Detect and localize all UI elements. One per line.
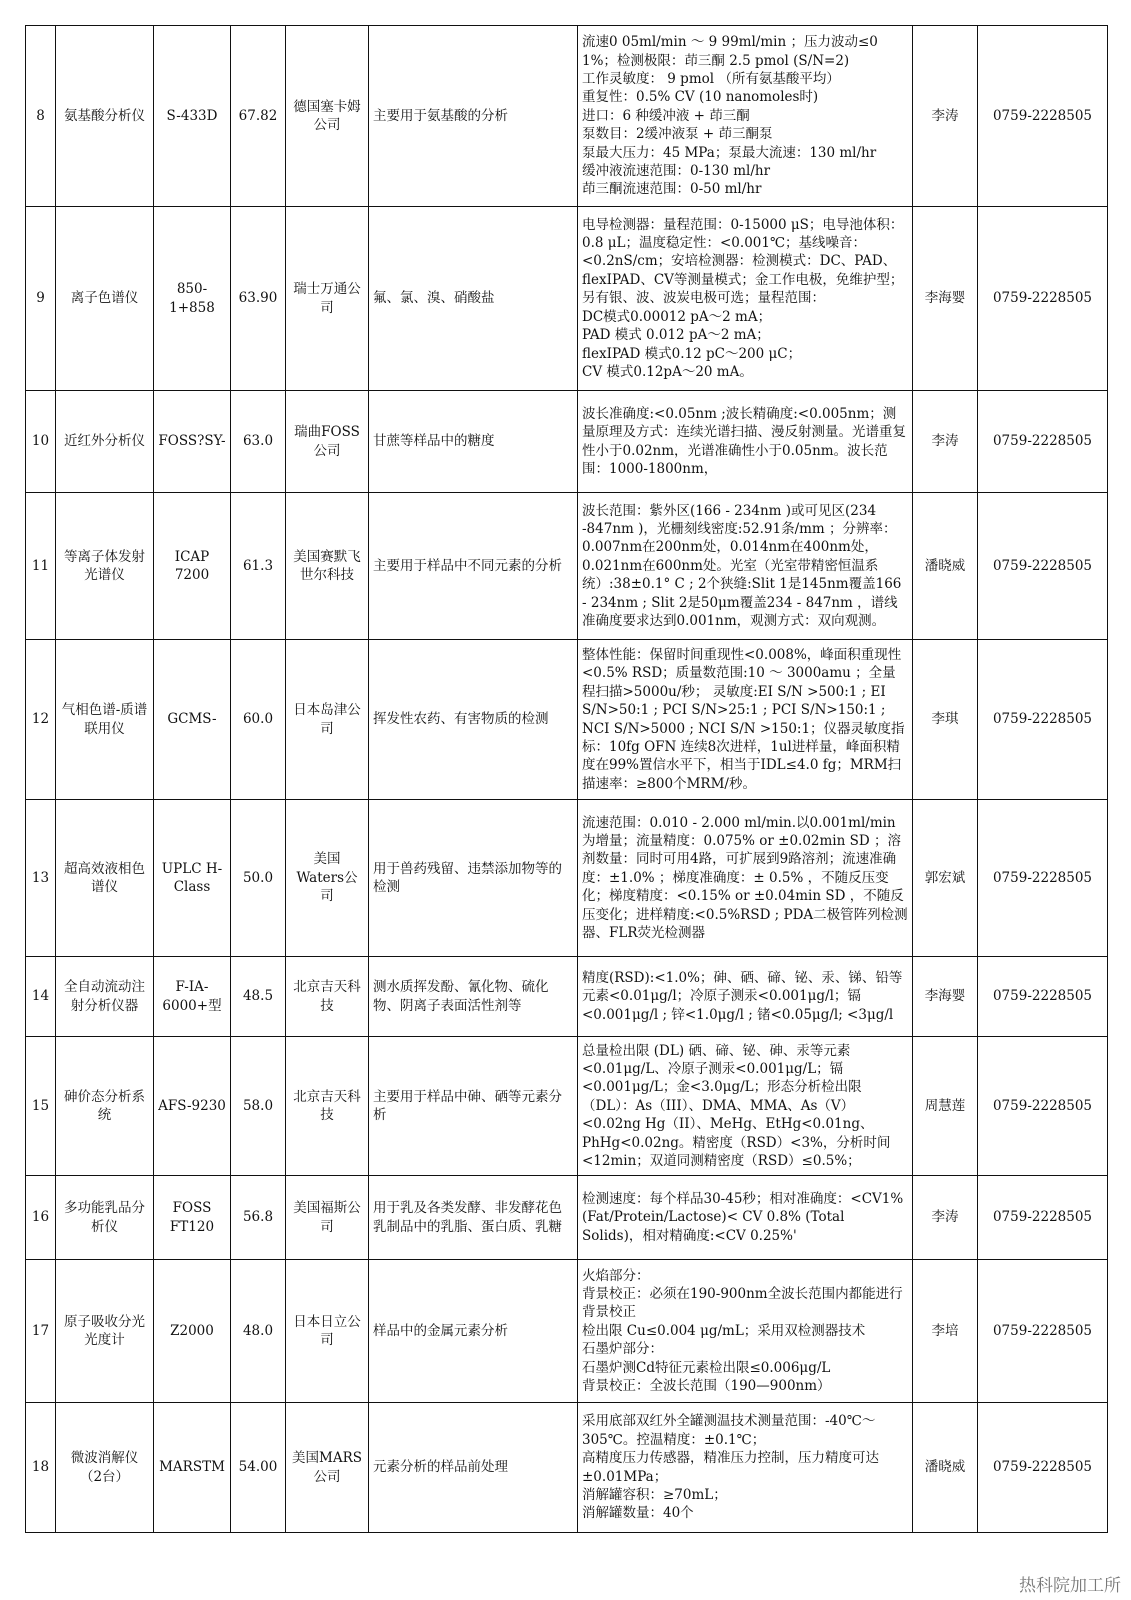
instrument-name: 超高效液相色谱仪	[56, 800, 154, 957]
specifications: 火焰部分： 背景校正：必须在190-900nm全波长范围内都能进行背景校正 检出限 Cu≤0.004 μg/mL；采用双检测器技术 石墨炉部分： 石墨炉测Cd特征元素检出限≤0.006μg/L 背景校正：全波长范围（190—900nm）	[578, 1260, 913, 1403]
specifications: 采用底部双红外全罐测温技术测量范围：-40℃～305℃。控温精度：±0.1℃； 高精度压力传感器，精准压力控制，压力精度可达±0.01MPa； 消解罐容积：≥70mL； 消解罐数量：40个	[578, 1403, 913, 1533]
table-row	[26, 1176, 1108, 1260]
contact-person: 李琪	[913, 640, 978, 800]
contact-person: 李涛	[913, 26, 978, 207]
contact-person: 郭宏斌	[913, 800, 978, 957]
row-number: 11	[26, 493, 56, 640]
model-number: FOSS?SY-	[154, 391, 231, 493]
phone-number: 0759-2228505	[978, 957, 1108, 1037]
usage-description: 用于兽药残留、违禁添加物等的检测	[369, 800, 578, 957]
manufacturer: 北京吉天科技	[286, 957, 369, 1037]
specifications: 整体性能：保留时间重现性<0.008%，峰面积重现性<0.5% RSD；质量数范围:10 ～ 3000amu ；全量程扫描>5000u/秒； 灵敏度:EI S/N >500:1 ; EI S/N>50:1 ; PCI S/N>25:1 ; PCI S/N>150:1 ; NCI S/N>5000 ; NCI S/N >150:1；仪器灵敏度指标：10fg OFN 连续8次进样，1ul进样量，峰面积精度在99%置信水平下，相当于IDL≤4.0 fg；MRM扫描速率：≥800个MRM/秒。	[578, 640, 913, 800]
row-number: 14	[26, 957, 56, 1037]
instrument-name: 多功能乳品分析仪	[56, 1176, 154, 1260]
table-row	[26, 640, 1108, 800]
price-value: 48.0	[231, 1260, 286, 1403]
model-number: ICAP 7200	[154, 493, 231, 640]
price-value: 50.0	[231, 800, 286, 957]
price-value: 67.82	[231, 26, 286, 207]
manufacturer: 北京吉天科技	[286, 1037, 369, 1176]
table-row	[26, 493, 1108, 640]
row-number: 16	[26, 1176, 56, 1260]
usage-description: 主要用于样品中砷、硒等元素分析	[369, 1037, 578, 1176]
model-number: S-433D	[154, 26, 231, 207]
row-number: 13	[26, 800, 56, 957]
instrument-name: 近红外分析仪	[56, 391, 154, 493]
model-number: FOSS FT120	[154, 1176, 231, 1260]
model-number: 850-1+858	[154, 207, 231, 391]
specifications: 波长准确度:<0.05nm ;波长精确度:<0.005nm；测量原理及方式：连续光谱扫描、漫反射测量。光谱重复性小于0.02nm，光谱准确性小于0.05nm。波长范围：1000-1800nm，	[578, 391, 913, 493]
usage-description: 测水质挥发酚、氰化物、硫化物、阴离子表面活性剂等	[369, 957, 578, 1037]
contact-person: 周慧莲	[913, 1037, 978, 1176]
phone-number: 0759-2228505	[978, 1176, 1108, 1260]
usage-description: 用于乳及各类发酵、非发酵花色乳制品中的乳脂、蛋白质、乳糖	[369, 1176, 578, 1260]
contact-person: 李涛	[913, 391, 978, 493]
instrument-name: 气相色谱-质谱联用仪	[56, 640, 154, 800]
phone-number: 0759-2228505	[978, 1403, 1108, 1533]
manufacturer: 德国塞卡姆公司	[286, 26, 369, 207]
specifications: 波长范围：紫外区(166 - 234nm )或可见区(234 -847nm )，光栅刻线密度:52.91条/mm ；分辨率：0.007nm在200nm处，0.014nm在400nm处，0.021nm在600nm处。光室（光室带精密恒温系统）:38±0.1° C ; 2个狭缝:Slit 1是145nm覆盖166 - 234nm ; Slit 2是50μm覆盖234 - 847nm ，谱线准确度要求达到0.001nm，观测方式：双向观测。	[578, 493, 913, 640]
specifications: 电导检测器：量程范围：0-15000 μS；电导池体积：0.8 μL；温度稳定性：<0.001℃；基线噪音：<0.2nS/cm；安培检测器：检测模式：DC、PAD、flexIPAD、CV等测量模式；金工作电极，免维护型；另有银、波、波炭电极可选；量程范围： DC模式0.00012 pA～2 mA； PAD 模式 0.012 pA～2 mA； flexIPAD 模式0.12 pC～200 μC； CV 模式0.12pA～20 mA。	[578, 207, 913, 391]
table-row	[26, 391, 1108, 493]
usage-description: 氟、氯、溴、硝酸盐	[369, 207, 578, 391]
price-value: 56.8	[231, 1176, 286, 1260]
instrument-name: 离子色谱仪	[56, 207, 154, 391]
specifications: 流速范围：0.010 - 2.000 ml/min.以0.001ml/min 为增量；流量精度：0.075% or ±0.02min SD ；溶剂数量：同时可用4路，可扩展到9路溶剂；流速准确度：±1.0% ；梯度准确度：± 0.5% ，不随反压变化；梯度精度：<0.15% or ±0.04min SD ，不随反压变化；进样精度:<0.5%RSD ; PDA二极管阵列检测器、FLR荧光检测器	[578, 800, 913, 957]
contact-person: 李海婴	[913, 957, 978, 1037]
table-row	[26, 1403, 1108, 1533]
usage-description: 主要用于氨基酸的分析	[369, 26, 578, 207]
row-number: 9	[26, 207, 56, 391]
table-row	[26, 1037, 1108, 1176]
table-body	[26, 26, 1108, 1533]
price-value: 58.0	[231, 1037, 286, 1176]
phone-number: 0759-2228505	[978, 1260, 1108, 1403]
phone-number: 0759-2228505	[978, 493, 1108, 640]
specifications: 流速0 05ml/min ～ 9 99ml/min ；压力波动≤0 1%；检测极限：茚三酮 2.5 pmol (S/N=2) 工作灵敏度： 9 pmol （所有氨基酸平均） 重复性：0.5% CV (10 nanomoles时) 进口：6 种缓冲液 + 茚三酮 泵数目：2缓冲液泵 + 茚三酮泵 泵最大压力：45 MPa；泵最大流速：130 ml/hr 缓冲液流速范围：0-130 ml/hr 茚三酮流速范围：0-50 ml/hr	[578, 26, 913, 207]
row-number: 8	[26, 26, 56, 207]
manufacturer: 瑞士万通公司	[286, 207, 369, 391]
usage-description: 挥发性农药、有害物质的检测	[369, 640, 578, 800]
price-value: 48.5	[231, 957, 286, 1037]
contact-person: 李培	[913, 1260, 978, 1403]
contact-person: 李海婴	[913, 207, 978, 391]
price-value: 61.3	[231, 493, 286, 640]
manufacturer: 美国福斯公司	[286, 1176, 369, 1260]
price-value: 63.90	[231, 207, 286, 391]
usage-description: 甘蔗等样品中的糖度	[369, 391, 578, 493]
contact-person: 潘晓威	[913, 493, 978, 640]
manufacturer: 美国赛默飞世尔科技	[286, 493, 369, 640]
manufacturer: 日本日立公司	[286, 1260, 369, 1403]
usage-description: 样品中的金属元素分析	[369, 1260, 578, 1403]
equipment-table	[25, 25, 1108, 1533]
price-value: 60.0	[231, 640, 286, 800]
phone-number: 0759-2228505	[978, 640, 1108, 800]
instrument-name: 氨基酸分析仪	[56, 26, 154, 207]
manufacturer: 美国MARS公司	[286, 1403, 369, 1533]
manufacturer: 美国Waters公司	[286, 800, 369, 957]
row-number: 12	[26, 640, 56, 800]
phone-number: 0759-2228505	[978, 391, 1108, 493]
table-row	[26, 957, 1108, 1037]
row-number: 10	[26, 391, 56, 493]
table-row	[26, 1260, 1108, 1403]
row-number: 15	[26, 1037, 56, 1176]
manufacturer: 瑞曲FOSS公司	[286, 391, 369, 493]
table-row	[26, 207, 1108, 391]
model-number: GCMS-	[154, 640, 231, 800]
model-number: Z2000	[154, 1260, 231, 1403]
specifications: 精度(RSD):<1.0%；砷、硒、碲、铋、汞、锑、铅等元素<0.01μg/l；冷原子测汞<0.001μg/l；镉<0.001μg/l ; 锌<1.0μg/l ; 锗<0.05μg/l; <3μg/l	[578, 957, 913, 1037]
specifications: 检测速度：每个样品30-45秒；相对准确度：<CV1%(Fat/Protein/Lactose)< CV 0.8% (Total Solids)，相对精确度:<CV 0.25%'	[578, 1176, 913, 1260]
instrument-name: 砷价态分析系统	[56, 1037, 154, 1176]
model-number: AFS-9230	[154, 1037, 231, 1176]
phone-number: 0759-2228505	[978, 800, 1108, 957]
price-value: 54.00	[231, 1403, 286, 1533]
instrument-name: 等离子体发射光谱仪	[56, 493, 154, 640]
manufacturer: 日本岛津公司	[286, 640, 369, 800]
row-number: 17	[26, 1260, 56, 1403]
table-row	[26, 800, 1108, 957]
model-number: F-IA-6000+型	[154, 957, 231, 1037]
contact-person: 李涛	[913, 1176, 978, 1260]
phone-number: 0759-2228505	[978, 207, 1108, 391]
table-row	[26, 26, 1108, 207]
instrument-name: 原子吸收分光光度计	[56, 1260, 154, 1403]
model-number: UPLC H-Class	[154, 800, 231, 957]
phone-number: 0759-2228505	[978, 26, 1108, 207]
contact-person: 潘晓威	[913, 1403, 978, 1533]
instrument-name: 全自动流动注射分析仪器	[56, 957, 154, 1037]
row-number: 18	[26, 1403, 56, 1533]
instrument-name: 微波消解仪（2台）	[56, 1403, 154, 1533]
usage-description: 元素分析的样品前处理	[369, 1403, 578, 1533]
specifications: 总量检出限 (DL) 硒、碲、铋、砷、汞等元素<0.01μg/L、冷原子测汞<0.001μg/L；镉<0.001μg/L；金<3.0μg/L；形态分析检出限（DL）：As（III）、DMA、MMA、As（V）<0.02ng Hg（II）、MeHg、EtHg<0.01ng、PhHg<0.02ng。精密度（RSD）<3%，分析时间<12min；双道同测精密度（RSD）≤0.5%；	[578, 1037, 913, 1176]
price-value: 63.0	[231, 391, 286, 493]
phone-number: 0759-2228505	[978, 1037, 1108, 1176]
usage-description: 主要用于样品中不同元素的分析	[369, 493, 578, 640]
watermark-text: 热科院加工所	[1019, 1576, 1121, 1596]
model-number: MARSTM	[154, 1403, 231, 1533]
